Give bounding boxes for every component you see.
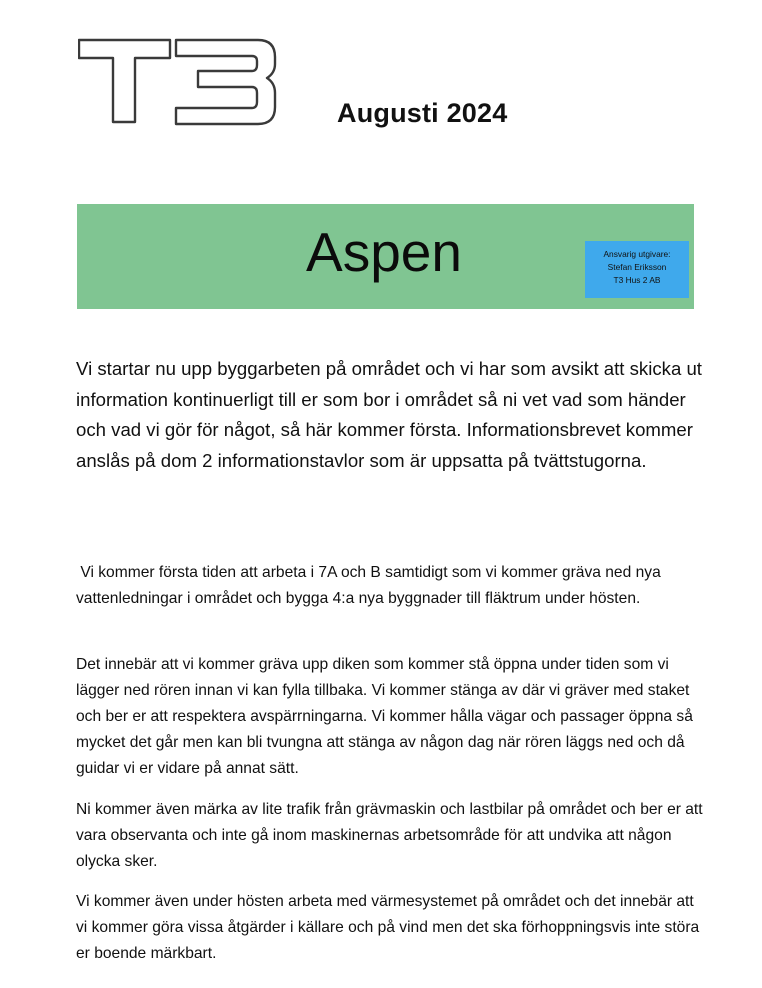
publisher-name: Stefan Eriksson [607,262,667,272]
title-banner [77,204,694,309]
newsletter-title: Aspen [306,221,462,283]
issue-date: Augusti 2024 [337,98,508,128]
body-paragraph: Det innebär att vi kommer gräva upp diken som kommer stå öppna under tiden som vi lägger ned rören innan vi kan fylla tillbaka. Vi kommer stänga av där vi gräver med staket och ber er att respektera avspärrningarna. Vi kommer hålla vägar och passager öppna så mycket det går men kan bli tvungna att stänga av någon dag när rören läggs ned och då guidar vi er vidare på annat sätt. [76,656,693,777]
body-paragraph: Ni kommer även märka av lite trafik från grävmaskin och lastbilar på området och ber er att vara observanta och inte gå inom maskinernas arbetsområde för att undvika att någon olycka sker. [76,801,703,870]
body-paragraph: Vi kommer även under hösten arbeta med värmesystemet på området och det innebär att vi kommer göra vissa åtgärder i källare och på vind men det ska förhoppningsvis inte störa er boende märkbart. [76,893,700,962]
publisher-company: T3 Hus 2 AB [613,275,661,285]
body-paragraph: Vi kommer första tiden att arbeta i 7A och B samtidigt som vi kommer gräva ned nya vattenledningar i området och bygga 4:a nya byggnader till fläktrum under hösten. [76,564,666,607]
t3-logo-mark [78,38,278,126]
publisher-box [585,241,689,298]
intro-paragraph: Vi startar nu upp byggarbeten på området och vi har som avsikt att skicka ut information kontinuerligt till er som bor i området så ni vet vad som händer och vad vi gör för något, så här kommer första. Informationsbrevet kommer anslås på dom 2 informationstavlor som är uppsatta på tvättstugorna. [76,358,702,471]
t3-logo [78,38,278,126]
publisher-label: Ansvarig utgivare: [603,249,671,259]
